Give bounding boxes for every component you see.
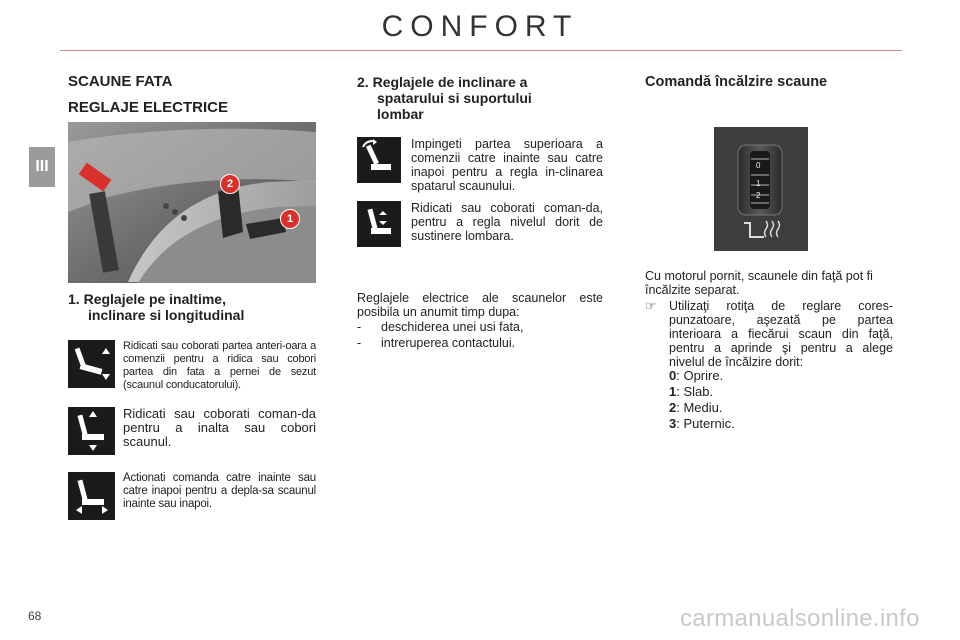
dial-label-1: 1 — [756, 179, 761, 188]
page-number: 68 — [28, 609, 42, 623]
seat-cushion-tilt-icon — [68, 340, 115, 388]
item1-heading-number: 1. — [68, 291, 80, 307]
level-num: 1 — [669, 384, 677, 399]
backrest-tilt-icon — [357, 137, 401, 183]
hand-pointer-icon: ☞ — [645, 299, 657, 313]
level-num: 0 — [669, 368, 677, 383]
item1-heading — [68, 291, 318, 323]
dial-label-2: 2 — [756, 191, 761, 200]
heated-seat-instruction — [645, 299, 893, 369]
item2-desc-a: Impingeti partea superioara a comenzii catre inainte sau catre inapoi pentru a regla in-clinarea spatarul scaunului. — [411, 137, 603, 193]
note-intro: Reglajele electrice ale scaunelor este posibila un anumit timp dupa: — [357, 291, 603, 319]
page-title: CONFORT — [381, 10, 579, 43]
watermark: carmanualsonline.info — [680, 605, 920, 632]
item1-desc-b: Ridicati sau coborati coman-da pentru a inalta sau cobori scaunul. — [123, 406, 316, 449]
item2-heading-line2: spatarului si suportului — [377, 90, 532, 106]
item1-heading-line2: inclinare si longitudinal — [88, 307, 245, 323]
level-label: : Mediu. — [676, 400, 723, 415]
item2-heading-line3: lombar — [377, 106, 424, 122]
callout-2: 2 — [220, 174, 240, 194]
list-item-text: intreruperea contactului. — [381, 336, 516, 350]
note-list — [357, 320, 603, 350]
seat-height-icon — [68, 407, 115, 455]
chapter-tab[interactable]: III — [29, 147, 55, 187]
header-divider — [60, 50, 902, 51]
item1-desc-c: Actionati comanda catre inainte sau catre inapoi pentru a depla-sa scaunul inainte sau inapoi. — [123, 472, 316, 510]
list-item — [669, 368, 869, 384]
item2-desc-b: Ridicati sau coborati coman-da, pentru a regla nivelul dorit de sustinere lombara. — [411, 201, 603, 243]
level-num: 2 — [669, 400, 677, 415]
heated-seat-title: Comandă încălzire scaune — [645, 74, 828, 90]
level-label: : Slab. — [676, 384, 714, 399]
item1-desc-a: Ridicati sau coborati partea anteri-oara a comenzii pentru a ridica sau cobori partea din fata a pernei de sezut (scaunul conducatorului). — [123, 340, 316, 391]
list-item — [357, 320, 603, 334]
lumbar-support-icon — [357, 201, 401, 247]
heat-level-list — [669, 368, 869, 432]
list-item — [669, 400, 869, 416]
list-dash: - — [357, 336, 362, 350]
heated-seat-switch-photo — [714, 127, 808, 251]
level-label: : Puternic. — [676, 416, 735, 431]
list-item — [669, 384, 869, 400]
list-item — [669, 416, 869, 432]
item2-heading — [357, 74, 617, 122]
subsection-title: REGLAJE ELECTRICE — [68, 99, 229, 116]
item2-heading-line1: Reglajele de inclinare a — [372, 74, 528, 90]
callout-1: 1 — [280, 209, 300, 229]
seat-slide-icon — [68, 472, 115, 520]
level-num: 3 — [669, 416, 677, 431]
dial-label-0: 0 — [756, 161, 761, 170]
level-label: : Oprire. — [676, 368, 724, 383]
item2-heading-number: 2. — [357, 74, 369, 90]
list-item-text: deschiderea unei usi fata, — [381, 320, 524, 334]
section-title: SCAUNE FATA — [68, 73, 173, 90]
list-dash: - — [357, 320, 362, 334]
seat-controls-photo — [68, 122, 316, 283]
heated-seat-intro: Cu motorul pornit, scaunele din faţă pot fi încălzite separat. — [645, 269, 873, 297]
item1-heading-line1: Reglajele pe inaltime, — [83, 291, 226, 307]
list-item — [357, 336, 603, 350]
instruction-text: Utilizaţi rotiţa de reglare cores-punzatoare, aşezată pe partea interioara a fiecărui scaun din faţă, pentru a aprinde şi pentru a alege nivelul de încălzire dorit: — [669, 299, 893, 369]
